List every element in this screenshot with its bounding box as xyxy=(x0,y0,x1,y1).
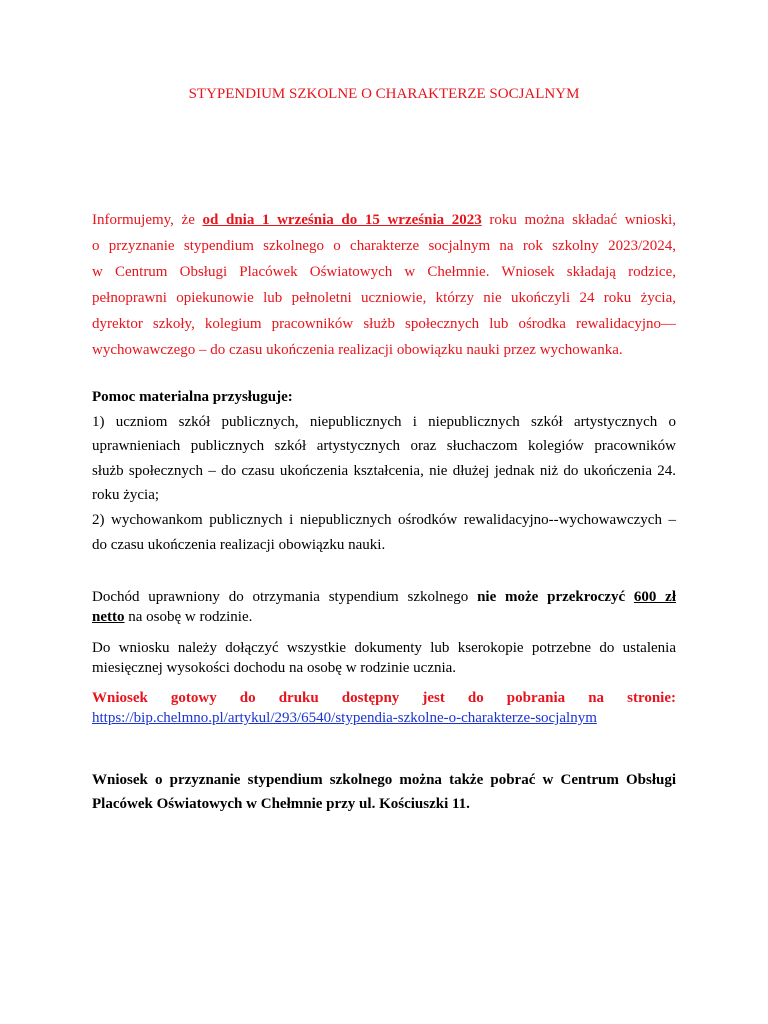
documents-line-1: Do wniosku należy dołączyć wszystkie dokumenty lub kserokopie potrzebne do ustalenia xyxy=(92,640,676,656)
eligibility-line-2: uprawnieniach publicznych szkół artystycznych oraz słuchaczom kolegiów pracowników xyxy=(92,438,676,455)
pickup-line-1: Wniosek o przyznanie stypendium szkolnego można także pobrać w Centrum Obsługi xyxy=(92,772,676,788)
intro-text: roku można składać wnioski, xyxy=(481,212,676,228)
eligibility-line-4: roku życia; xyxy=(92,487,160,504)
pickup-line-2: Placówek Oświatowych w Chełmnie przy ul. Kościuszki 11. xyxy=(92,796,470,812)
intro-line-1 xyxy=(92,207,676,233)
intro-line-5: dyrektor szkoły, kolegium pracowników służb społecznych lub ośrodka rewalidacyjno— xyxy=(92,316,676,332)
intro-line-2: o przyznanie stypendium szkolnego o charakterze socjalnym na rok szkolny 2023/2024, xyxy=(92,238,676,254)
eligibility-line-3: służb społecznych – do czasu ukończenia kształcenia, nie dłużej jednak niż do ukończenia 24. xyxy=(92,462,676,479)
income-line-1 xyxy=(92,587,676,607)
documents-line-2: miesięcznej wysokości dochodu na osobę w rodzinie ucznia. xyxy=(92,660,457,676)
intro-line-6: wychowawczego – do czasu ukończenia realizacji obowiązku nauki przez wychowanka. xyxy=(92,342,623,358)
income-line-2 xyxy=(92,607,676,627)
income-netto: netto xyxy=(92,609,125,625)
intro-text: Informujemy, że xyxy=(92,212,203,228)
pickup-paragraph xyxy=(92,768,676,816)
eligibility-heading: Pomoc materialna przysługuje: xyxy=(92,389,293,405)
income-amount: 600 zł xyxy=(633,589,677,605)
eligibility-line-1: 1) uczniom szkół publicznych, niepublicznych i niepublicznych szkół artystycznych o xyxy=(92,413,676,430)
intro-line-3: w Centrum Obsługi Placówek Oświatowych w Chełmnie. Wniosek składają rodzice, xyxy=(92,264,676,280)
download-link[interactable]: https://bip.chelmno.pl/artykul/293/6540/stypendia-szkolne-o-charakterze-socjalnym xyxy=(92,710,597,726)
download-paragraph xyxy=(92,688,676,728)
page-title: STYPENDIUM SZKOLNE O CHARAKTERZE SOCJALNYM xyxy=(188,86,580,102)
income-paragraph xyxy=(92,587,676,627)
income-text: na osobę w rodzinie. xyxy=(124,609,253,625)
income-limit-text: nie może przekroczyć xyxy=(477,589,634,605)
documents-paragraph xyxy=(92,638,676,678)
application-dates: od dnia 1 września do 15 września 2023 xyxy=(202,212,482,228)
eligibility-line-6: do czasu ukończenia realizacji obowiązku nauki. xyxy=(92,536,386,553)
intro-paragraph xyxy=(92,207,676,363)
intro-line-4: pełnoprawni opiekunowie lub pełnoletni uczniowie, którzy nie ukończyli 24 roku życia, xyxy=(92,290,676,306)
eligibility-line-5: 2) wychowankom publicznych i niepublicznych ośrodków rewalidacyjno--wychowawczych – xyxy=(92,511,676,528)
download-label: Wniosek gotowy do druku dostępny jest do pobrania na stronie: xyxy=(92,690,676,706)
eligibility-section xyxy=(92,385,676,557)
income-text: Dochód uprawniony do otrzymania stypendium szkolnego xyxy=(92,589,478,605)
